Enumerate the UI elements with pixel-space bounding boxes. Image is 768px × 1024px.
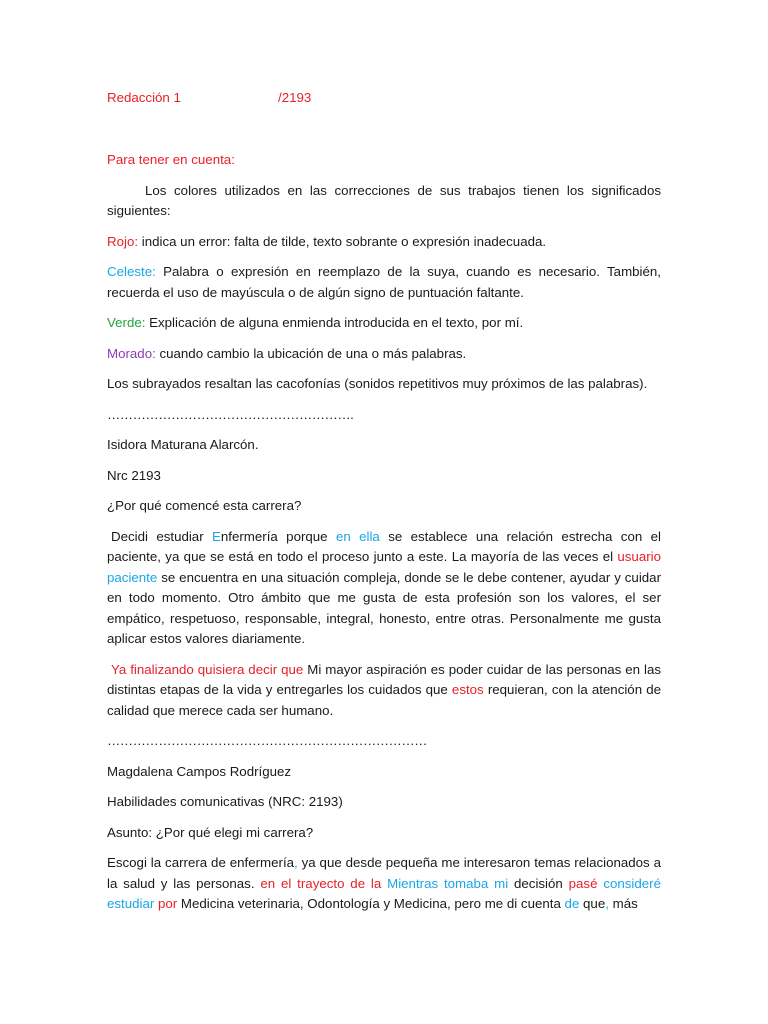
- separator: ………………………………………………….: [107, 406, 354, 422]
- document-page: [107, 88, 661, 925]
- document-title: Redacción 1: [107, 90, 181, 105]
- essay1-text: se establece una relación estrecha con el paciente, ya que se está en todo el proceso junto a este. La mayoría de las veces el: [107, 528, 661, 564]
- correction-rojo: en el trayecto de la: [260, 875, 382, 891]
- correction-rojo: Ya finalizando quisiera decir que: [111, 661, 304, 677]
- correction-rojo: estos: [451, 682, 484, 697]
- legend-morado: [107, 344, 661, 365]
- correction-celeste: consideré estudiar: [107, 875, 661, 911]
- legend-intro: Los colores utilizados en las correcciones de sus trabajos tienen los significados siguientes:: [107, 182, 661, 218]
- correction-rojo: por: [158, 896, 178, 911]
- correction-celeste: ,: [294, 855, 298, 870]
- essay1-question: ¿Por qué comencé esta carrera?: [107, 498, 302, 513]
- legend-verde-label: Verde:: [107, 315, 146, 330]
- essay2-text: más: [608, 896, 638, 911]
- correction-celeste: paciente: [107, 569, 158, 585]
- legend-verde-text: Explicación de alguna enmienda introducida en el texto, por mí.: [145, 315, 524, 330]
- correction-rojo: pasé: [568, 875, 598, 891]
- legend-celeste: [107, 262, 661, 303]
- essay2-text: que: [579, 896, 606, 911]
- correction-celeste: ,: [605, 896, 609, 911]
- essay2-text: ya que desde pequeña me interesaron temas relacionados a la salud y las personas.: [107, 855, 661, 891]
- legend-rojo: [107, 232, 661, 253]
- essay1-author: Isidora Maturana Alarcón.: [107, 437, 259, 452]
- essay2-author: Magdalena Campos Rodríguez: [107, 763, 292, 779]
- essay1-text: se encuentra en una situación compleja, donde se le debe contener, ayudar y cuidar en todo momento. Otro ámbito que me gusta de esta profesión son los valores, el ser empático, respetuoso, responsable, integral, honesto, entre otras. Personalmente me gusta aplicar estos valores diariamente.: [107, 569, 661, 646]
- essay1-text: Decidi estudiar: [111, 528, 213, 544]
- legend-celeste-text: Palabra o expresión en reemplazo de la suya, cuando es necesario. También, recuerda el uso de mayúscula o de algún signo de puntuación faltante.: [107, 264, 661, 300]
- separator: …………………………………………………………………: [107, 733, 427, 748]
- legend-celeste-label: Celeste:: [107, 264, 156, 279]
- essay1-text: nfermería porque: [220, 528, 336, 544]
- legend-verde: [107, 313, 661, 334]
- essay2-subject: Asunto: ¿Por qué elegi mi carrera?: [107, 824, 314, 840]
- legend-morado-label: Morado:: [107, 345, 156, 361]
- essay2-text: decisión: [508, 875, 569, 891]
- legend-subrayados: Los subrayados resaltan las cacofonías (sonidos repetitivos muy próximos de las palabras).: [107, 376, 648, 391]
- essay2-paragraph-1: [107, 853, 661, 915]
- correction-celeste: en ella: [335, 528, 380, 544]
- correction-rojo: usuario: [617, 549, 661, 564]
- essay1-paragraph-1: [107, 527, 661, 650]
- essay2-text: Escogi la carrera de enfermería: [107, 855, 295, 870]
- document-header: [107, 88, 661, 108]
- legend-rojo-text: indica un error: falta de tilde, texto sobrante o expresión inadecuada.: [138, 233, 547, 249]
- essay2-text: Medicina veterinaria, Odontología y Medicina, pero me di cuenta: [177, 896, 565, 911]
- essay1-paragraph-2: [107, 660, 661, 722]
- legend-morado-text: cuando cambio la ubicación de una o más palabras.: [155, 345, 467, 361]
- essay1-nrc: Nrc 2193: [107, 467, 161, 483]
- correction-celeste: E: [212, 528, 221, 544]
- essay1-text: requieran, con la atención de calidad que merece cada ser humano.: [107, 682, 661, 718]
- correction-celeste: Mientras tomaba mi: [387, 875, 509, 891]
- essay2-course: Habilidades comunicativas (NRC: 2193): [107, 794, 343, 809]
- legend-heading: Para tener en cuenta:: [107, 152, 235, 167]
- legend-rojo-label: Rojo:: [107, 233, 139, 249]
- essay1-text: Mi mayor aspiración es poder cuidar de las personas en las distintas etapas de la vida y entregarles los cuidados que: [107, 661, 662, 697]
- correction-celeste: de: [564, 896, 580, 911]
- document-nrc: /2193: [278, 90, 312, 105]
